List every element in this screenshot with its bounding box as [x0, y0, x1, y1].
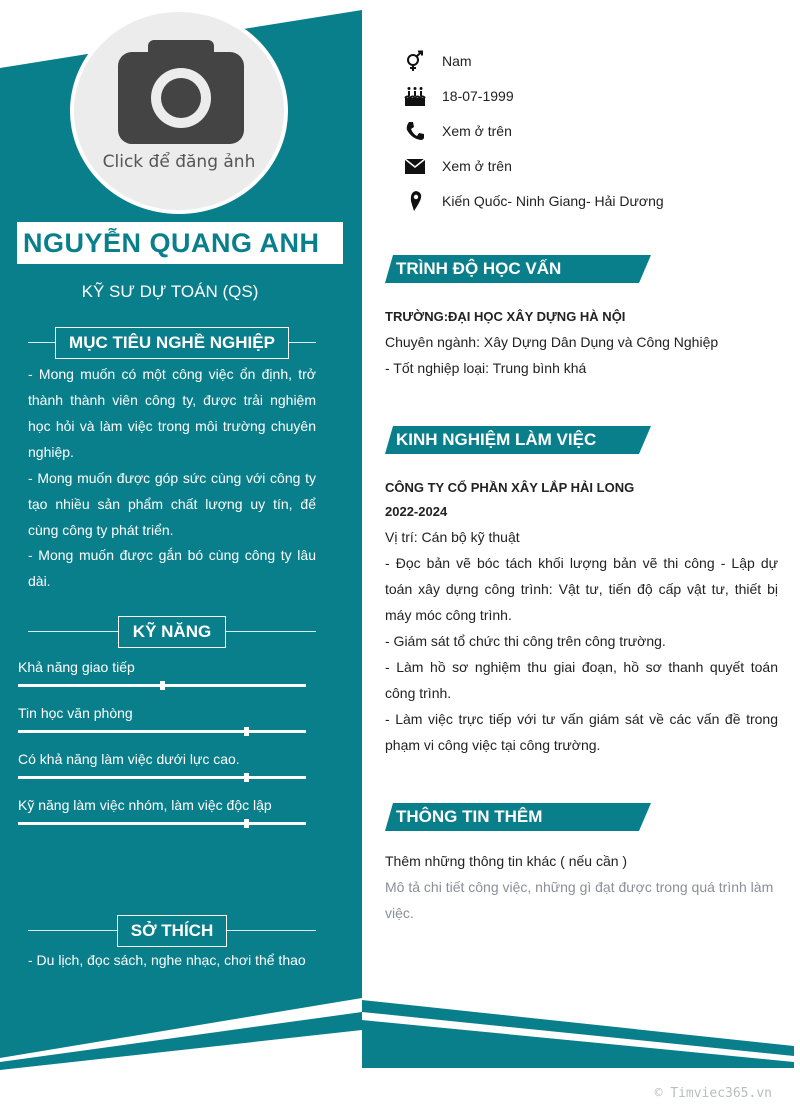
skill-label: Kỹ năng làm việc nhóm, làm việc độc lập: [18, 797, 272, 813]
education-heading: [385, 255, 651, 283]
education-heading-label: TRÌNH ĐỘ HỌC VẤN: [396, 259, 562, 278]
experience-heading: [385, 426, 651, 454]
skill-bar: [18, 684, 306, 687]
education-school: TRƯỜNG:ĐẠI HỌC XÂY DỰNG HÀ NỘI: [385, 309, 626, 324]
avatar-upload-label: Click để đăng ảnh: [102, 152, 256, 172]
name-box: [17, 222, 343, 264]
skill-bar: [18, 730, 306, 733]
experience-heading-label: KINH NGHIỆM LÀM VIỆC: [396, 430, 597, 449]
objective-paragraph-3: - Mong muốn được gắn bó cùng công ty lâu dài.: [28, 547, 316, 589]
experience-duty-1: - Đọc bản vẽ bóc tách khối lượng bản vẽ thi công - Lập dự toán xây dựng công trình: Vật tư, tiến độ cấp vật tư, thiết bị máy móc công trình.: [385, 555, 778, 623]
additional-heading-label: THÔNG TIN THÊM: [396, 807, 543, 826]
skills-heading-label: KỸ NĂNG: [118, 616, 226, 648]
skill-item: [18, 750, 306, 768]
skill-item: [18, 796, 306, 814]
education-major: Chuyên ngành: Xây Dựng Dân Dụng và Công Nghiệp: [385, 334, 719, 350]
objective-heading-label: MỤC TIÊU NGHỀ NGHIỆP: [55, 327, 289, 359]
experience-duty-2: - Giám sát tổ chức thi công trên công trường.: [385, 633, 666, 649]
skill-label: Khả năng giao tiếp: [18, 659, 135, 675]
skill-label: Có khả năng làm việc dưới lực cao.: [18, 751, 240, 767]
objective-heading: [28, 327, 316, 359]
skill-bar: [18, 776, 306, 779]
avatar-upload[interactable]: [70, 8, 288, 214]
job-title: KỸ SƯ DỰ TOÁN (QS): [81, 282, 259, 301]
birthday-cake-icon: [404, 85, 426, 107]
gender-icon: [404, 50, 426, 72]
contact-phone-text: Xem ở trên: [442, 123, 512, 139]
email-icon: [404, 155, 426, 177]
additional-line-2: Mô tả chi tiết công việc, những gì đạt được trong quá trình làm việc.: [385, 879, 774, 921]
contact-birthday-text: 18-07-1999: [442, 88, 514, 104]
phone-icon: [404, 120, 426, 142]
skill-level-marker: [160, 681, 165, 690]
hobbies-heading: [28, 915, 316, 947]
objective-paragraph-2: - Mong muốn được góp sức cùng với công ty tạo nhiều sản phẩm chất lượng uy tín, để cùng công ty phát triển.: [28, 470, 316, 538]
skill-level-marker: [244, 727, 249, 736]
experience-duty-3: - Làm hồ sơ nghiệm thu giai đoạn, hồ sơ thanh quyết toán công trình.: [385, 659, 778, 701]
experience-position: Vị trí: Cán bộ kỹ thuật: [385, 529, 520, 545]
skill-level-marker: [244, 773, 249, 782]
objective-paragraph-1: - Mong muốn có một công việc ổn định, trở thành thành viên công ty, được trải nghiệm học hỏi và làm việc trong môi trường chuyên nghiệp.: [28, 366, 316, 460]
skills-heading: [28, 616, 316, 648]
experience-company: CÔNG TY CỔ PHẦN XÂY LẮP HẢI LONG: [385, 480, 635, 495]
skill-bar: [18, 822, 306, 825]
hobbies-heading-label: SỞ THÍCH: [117, 915, 227, 947]
additional-line-1: Thêm những thông tin khác ( nếu cần ): [385, 853, 628, 869]
skill-item: [18, 704, 306, 722]
additional-heading: [385, 803, 651, 831]
location-icon: [404, 190, 426, 212]
contact-email-text: Xem ở trên: [442, 158, 512, 174]
education-grade: - Tốt nghiệp loại: Trung bình khá: [385, 360, 587, 376]
contact-address-text: Kiến Quốc- Ninh Giang- Hải Dương: [442, 193, 664, 209]
experience-period: 2022-2024: [385, 504, 448, 519]
skill-item: [18, 658, 306, 676]
skill-label: Tin học văn phòng: [18, 705, 133, 721]
experience-duty-4: - Làm việc trực tiếp với tư vấn giám sát về các vấn đề trong phạm vi công việc tại công trường.: [385, 711, 778, 753]
camera-icon: [118, 40, 244, 144]
full-name: NGUYỄN QUANG ANH: [23, 228, 320, 258]
skill-level-marker: [244, 819, 249, 828]
contact-gender-text: Nam: [442, 53, 472, 69]
hobbies-text: - Du lịch, đọc sách, nghe nhạc, chơi thể thao: [28, 952, 306, 968]
footer-watermark: © Timviec365.vn: [654, 1086, 772, 1101]
